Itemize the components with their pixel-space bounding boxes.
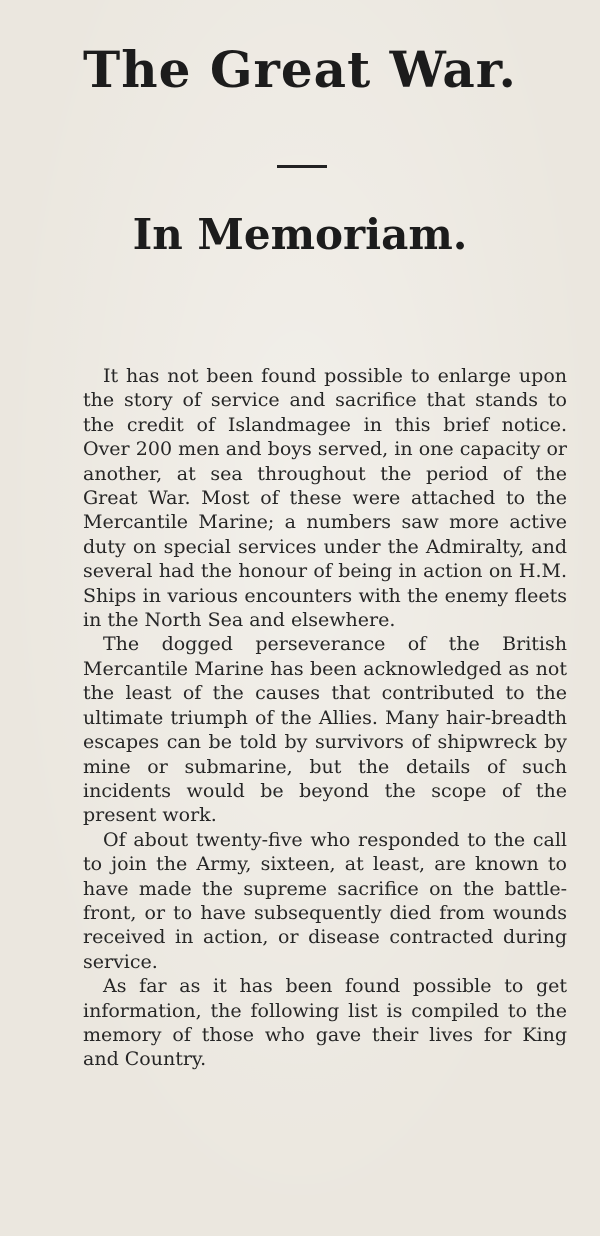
title-divider: [277, 165, 327, 168]
paragraph: The dogged perseverance of the British Mercantile Marine has been acknowledged as not the least of the causes that contributed to the ultimate triumph of the Allies. Many hair-breadth escapes can be told by survivors of shipwreck by mine or submarine, but the details of such incidents would be beyond the scope of the present work.: [83, 633, 567, 827]
paragraph: Of about twenty-five who responded to the call to join the Army, sixteen, at least, are known to have made the supreme sacrifice on the battle-front, or to have subsequently died from wounds received in action, or disease contracted during service.: [83, 828, 567, 973]
paragraph: As far as it has been found possible to get information, the following list is compiled to the memory of those who gave their lives for King and Country.: [83, 975, 567, 1071]
paragraph: It has not been found possible to enlarge upon the story of service and sacrifice that stands to the credit of Islandmagee in this brief notice. Over 200 men and boys served, in one capacity or another, at sea throughout the period of the Great War. Most of these were attached to the Mercantile Marine; a numbers saw more active duty on special services under the Admiralty, and several had the honour of being in action on H.M. Ships in various encounters with the enemy fleets in the North Sea and elsewhere.: [83, 365, 567, 632]
bleed-through-text: [300, 0, 325, 40]
body-text: [83, 364, 567, 1072]
page-title: The Great War.: [83, 40, 517, 99]
page-subtitle: In Memoriam.: [132, 210, 468, 259]
